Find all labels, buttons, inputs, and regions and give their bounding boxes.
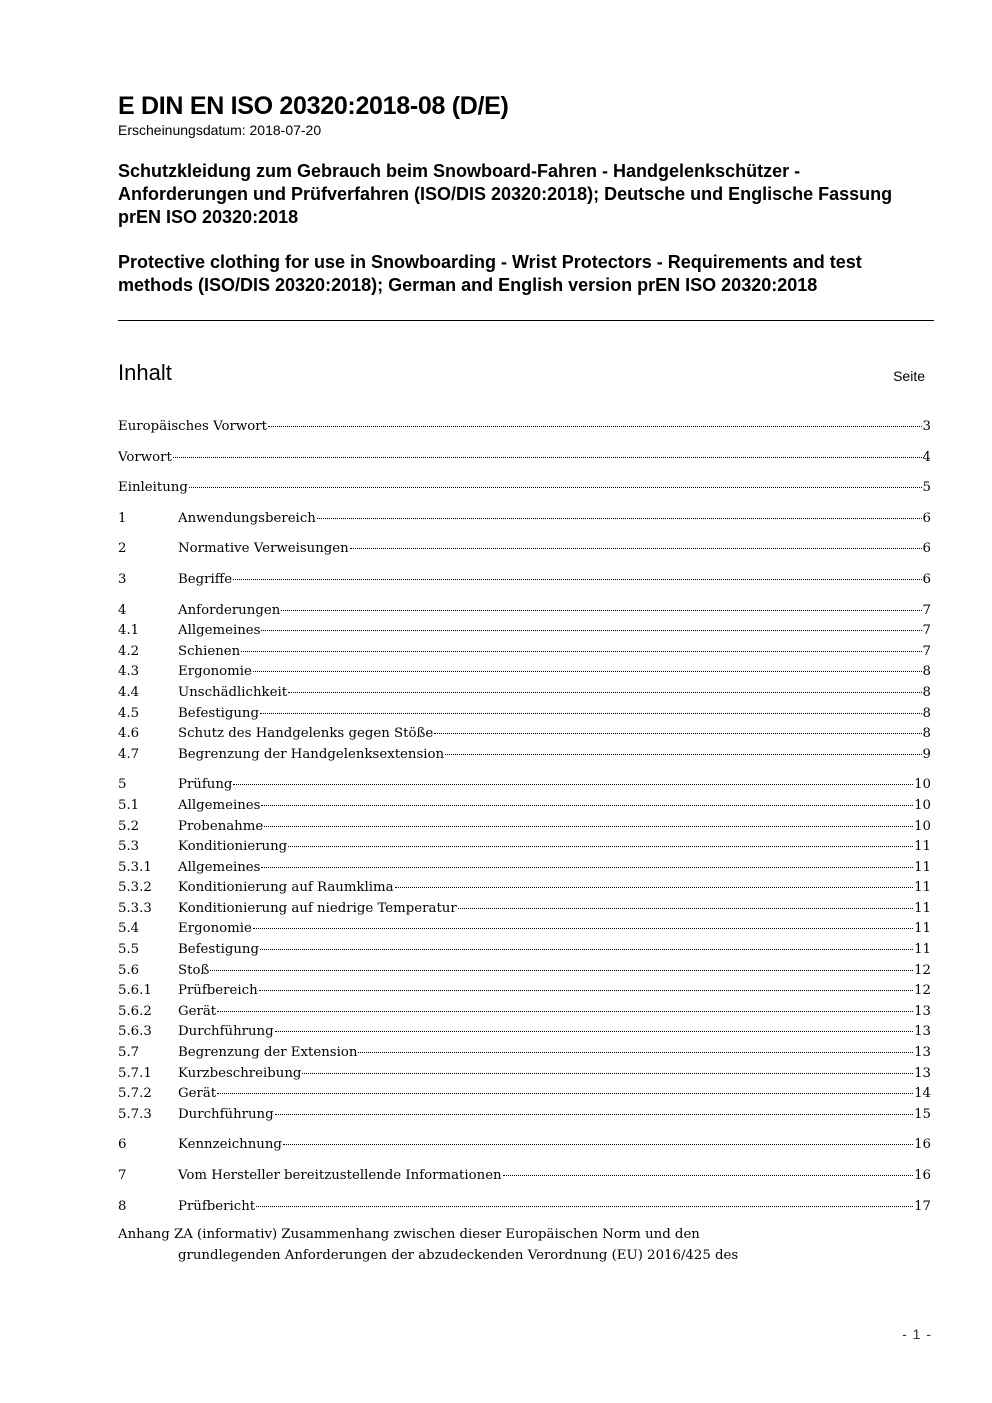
toc-dot-leader <box>434 733 921 734</box>
toc-entry-number: 5.4 <box>118 921 140 937</box>
toc-annex-entry[interactable] <box>118 1225 931 1266</box>
toc-dot-leader <box>233 784 913 785</box>
toc-entry-number: 8 <box>118 1198 127 1214</box>
document-id: E DIN EN ISO 20320:2018-08 (D/E) <box>118 92 509 120</box>
toc-entry-number: 5.3.2 <box>118 880 152 896</box>
toc-entry-label: Allgemeines <box>178 623 261 639</box>
toc-entry[interactable] <box>118 1002 931 1023</box>
toc-entry-number: 5.6.3 <box>118 1024 152 1040</box>
toc-entry-page: 10 <box>914 818 931 834</box>
toc-entry-label: Durchführung <box>178 1024 274 1040</box>
toc-entry-number: 4.7 <box>118 746 140 762</box>
toc-entry[interactable] <box>118 775 931 796</box>
toc-entry-label: Begrenzung der Handgelenksextension <box>178 746 445 762</box>
toc-entry[interactable] <box>118 919 931 940</box>
toc-entry-page: 8 <box>922 705 931 721</box>
toc-entry-page: 12 <box>914 962 931 978</box>
toc-entry-number: 5.7.3 <box>118 1106 152 1122</box>
annex-line-1: Anhang ZA (informativ) Zusammenhang zwischen dieser Europäischen Norm und den <box>118 1227 700 1242</box>
toc-dot-leader <box>288 692 921 693</box>
toc-entry-number: 5.7.1 <box>118 1065 152 1081</box>
toc-dot-leader <box>261 867 913 868</box>
toc-entry-number: 4.2 <box>118 643 140 659</box>
title-german: Schutzkleidung zum Gebrauch beim Snowboard-Fahren - Handgelenkschützer - Anforderungen und Prüfverfahren (ISO/DIS 20320:2018); Deutsche und Englische Fassung prEN ISO 20320:2018 <box>118 161 893 227</box>
toc-entry-label: Begrenzung der Extension <box>178 1045 358 1061</box>
toc-entry-page: 11 <box>914 859 931 875</box>
toc-entry-page: 7 <box>922 643 931 659</box>
toc-entry-page: 13 <box>914 1024 931 1040</box>
toc-entry-number: 4.4 <box>118 684 140 700</box>
toc-entry-number: 7 <box>118 1168 127 1183</box>
page-number: - 1 - <box>902 1326 932 1342</box>
toc-dot-leader <box>233 579 921 580</box>
publication-date: Erscheinungsdatum: 2018-07-20 <box>118 122 322 138</box>
toc-entry-label: Anwendungsbereich <box>178 510 316 526</box>
toc-dot-leader <box>210 970 913 971</box>
toc-entry-label: Befestigung <box>178 942 260 958</box>
toc-entry-label: Konditionierung auf Raumklima <box>178 880 394 896</box>
toc-dot-leader <box>350 548 922 549</box>
toc-entry-label: Anforderungen <box>178 602 281 618</box>
toc-entry-label: Vom Hersteller bereitzustellende Informationen <box>178 1168 502 1183</box>
toc-entry-label: Gerät <box>178 1003 217 1019</box>
toc-entry-page: 7 <box>922 623 931 639</box>
toc-entry-label: Kurzbeschreibung <box>178 1065 302 1081</box>
toc-dot-leader <box>445 754 921 755</box>
toc-entry-number: 5.2 <box>118 818 140 834</box>
toc-entry-page: 11 <box>914 839 931 855</box>
toc-entry-page: 11 <box>914 900 931 916</box>
toc-dot-leader <box>264 826 913 827</box>
toc-entry-page: 13 <box>914 1045 931 1061</box>
toc-entry-label: Kennzeichnung <box>178 1137 282 1153</box>
toc-entry-page: 3 <box>922 419 931 434</box>
toc-dot-leader <box>288 846 913 847</box>
toc-dot-leader <box>503 1175 913 1176</box>
toc-entry[interactable] <box>118 478 931 499</box>
toc-dot-leader <box>302 1073 913 1074</box>
toc-dot-leader <box>281 610 921 611</box>
toc-entry-label: Stoß <box>178 962 210 978</box>
toc-entry-page: 17 <box>914 1198 931 1214</box>
toc-entry-number: 4.5 <box>118 705 140 721</box>
toc-entry-page: 6 <box>922 571 931 587</box>
toc-entry-number: 4.6 <box>118 726 140 742</box>
toc-entry-number: 5.6 <box>118 962 140 978</box>
toc-entry-number: 2 <box>118 541 127 557</box>
toc-entry[interactable] <box>118 1084 931 1105</box>
toc-entry[interactable] <box>118 724 931 745</box>
title-english: Protective clothing for use in Snowboarding - Wrist Protectors - Requirements and test methods (ISO/DIS 20320:2018); German and English version prEN ISO 20320:2018 <box>118 252 862 295</box>
toc-entry[interactable] <box>118 940 931 961</box>
toc-entry-page: 4 <box>922 449 931 465</box>
toc-entry-label: Allgemeines <box>178 859 261 875</box>
toc-entry-number: 5.1 <box>118 797 140 813</box>
toc-entry[interactable] <box>118 817 931 838</box>
toc-dot-leader <box>458 908 913 909</box>
toc-dot-leader <box>275 1114 913 1115</box>
toc-entry[interactable] <box>118 662 931 683</box>
toc-entry-number: 5.6.2 <box>118 1003 152 1019</box>
toc-page-column-label: Seite <box>893 368 925 384</box>
toc-entry[interactable] <box>118 878 931 899</box>
toc-entry-label: Ergonomie <box>178 664 252 680</box>
toc-entry[interactable] <box>118 704 931 725</box>
toc-entry[interactable] <box>118 417 931 438</box>
toc-dot-leader <box>260 949 913 950</box>
toc-entry-label: Allgemeines <box>178 797 261 813</box>
toc-entry-label: Vorwort <box>118 449 172 465</box>
toc-entry-number: 5.5 <box>118 942 140 958</box>
toc-entry-number: 5.3.1 <box>118 859 152 875</box>
toc-entry[interactable] <box>118 1022 931 1043</box>
toc-dot-leader <box>317 518 922 519</box>
toc-entry[interactable] <box>118 601 931 622</box>
toc-dot-leader <box>256 1206 913 1207</box>
toc-entry-page: 12 <box>914 983 931 999</box>
toc-entry-label: Unschädlichkeit <box>178 684 288 700</box>
toc-entry-number: 5.7 <box>118 1045 140 1061</box>
annex-line-2: grundlegenden Anforderungen der abzudeckenden Verordnung (EU) 2016/425 des <box>178 1247 739 1263</box>
toc-entry-label: Gerät <box>178 1086 217 1102</box>
toc-entry[interactable] <box>118 539 931 560</box>
toc-entry-page: 6 <box>922 510 931 526</box>
table-of-contents <box>118 417 931 1217</box>
toc-entry[interactable] <box>118 509 931 530</box>
toc-entry-page: 13 <box>914 1003 931 1019</box>
toc-entry[interactable] <box>118 570 931 591</box>
toc-entry-page: 7 <box>922 602 931 618</box>
toc-entry-label: Begriffe <box>178 571 233 587</box>
toc-dot-leader <box>189 487 922 488</box>
toc-entry[interactable] <box>118 745 931 766</box>
toc-dot-leader <box>253 671 922 672</box>
toc-entry-label: Ergonomie <box>178 921 252 937</box>
toc-entry-page: 6 <box>922 541 931 557</box>
toc-entry-number: 4.1 <box>118 623 140 639</box>
toc-dot-leader <box>259 990 913 991</box>
toc-entry[interactable] <box>118 1135 931 1156</box>
toc-dot-leader <box>268 426 922 427</box>
toc-entry-label: Prüfbereich <box>178 983 258 999</box>
toc-entry-page: 14 <box>914 1086 931 1102</box>
toc-entry[interactable] <box>118 961 931 982</box>
toc-entry-label: Konditionierung <box>178 839 288 855</box>
toc-entry-page: 13 <box>914 1065 931 1081</box>
toc-entry-page: 8 <box>922 726 931 742</box>
toc-entry-label: Normative Verweisungen <box>178 541 349 557</box>
toc-dot-leader <box>283 1144 913 1145</box>
toc-dot-leader <box>241 651 921 652</box>
toc-dot-leader <box>260 713 922 714</box>
toc-entry-label: Befestigung <box>178 705 260 721</box>
toc-entry-page: 15 <box>914 1106 931 1122</box>
toc-entry-page: 8 <box>922 664 931 680</box>
toc-entry-label: Konditionierung auf niedrige Temperatur <box>178 900 457 916</box>
toc-entry-page: 16 <box>914 1137 931 1153</box>
toc-entry[interactable] <box>118 642 931 663</box>
toc-entry[interactable] <box>118 837 931 858</box>
toc-entry-label: Prüfbericht <box>178 1198 256 1214</box>
toc-entry-number: 5.7.2 <box>118 1086 152 1102</box>
toc-dot-leader <box>395 887 914 888</box>
toc-entry-label: Einleitung <box>118 480 188 496</box>
toc-entry[interactable] <box>118 858 931 879</box>
toc-entry-number: 6 <box>118 1137 127 1153</box>
toc-entry-number: 1 <box>118 510 127 526</box>
toc-entry[interactable] <box>118 981 931 1002</box>
toc-dot-leader <box>253 928 913 929</box>
toc-entry-number: 5.6.1 <box>118 983 152 999</box>
toc-entry[interactable] <box>118 899 931 920</box>
toc-dot-leader <box>217 1011 913 1012</box>
toc-entry-page: 16 <box>914 1168 931 1183</box>
toc-entry-page: 8 <box>922 684 931 700</box>
toc-entry-number: 3 <box>118 571 127 587</box>
toc-entry-label: Europäisches Vorwort <box>118 419 267 434</box>
toc-entry-page: 11 <box>914 880 931 896</box>
toc-entry-number: 5.3.3 <box>118 900 152 916</box>
toc-entry-label: Prüfung <box>178 777 233 793</box>
toc-heading: Inhalt <box>118 360 172 385</box>
toc-entry-page: 11 <box>914 942 931 958</box>
toc-entry[interactable] <box>118 1197 931 1218</box>
toc-dot-leader <box>261 805 913 806</box>
toc-entry-label: Probenahme <box>178 818 264 834</box>
toc-dot-leader <box>261 630 921 631</box>
toc-entry-page: 10 <box>914 777 931 793</box>
toc-entry-label: Schienen <box>178 643 241 659</box>
toc-entry-page: 11 <box>914 921 931 937</box>
toc-entry-number: 5.3 <box>118 839 140 855</box>
toc-entry[interactable] <box>118 1105 931 1126</box>
toc-entry[interactable] <box>118 683 931 704</box>
toc-entry[interactable] <box>118 621 931 642</box>
toc-entry-page: 10 <box>914 797 931 813</box>
toc-entry[interactable] <box>118 1166 931 1187</box>
toc-entry-number: 4 <box>118 602 127 618</box>
toc-entry-page: 5 <box>922 480 931 496</box>
toc-entry[interactable] <box>118 796 931 817</box>
toc-entry-label: Durchführung <box>178 1106 274 1122</box>
title-divider <box>118 320 934 321</box>
toc-entry-label: Schutz des Handgelenks gegen Stöße <box>178 726 434 742</box>
toc-entry-number: 5 <box>118 777 127 793</box>
toc-entry-page: 9 <box>922 746 931 762</box>
toc-entry[interactable] <box>118 448 931 469</box>
toc-dot-leader <box>173 457 922 458</box>
toc-dot-leader <box>275 1031 913 1032</box>
toc-entry-number: 4.3 <box>118 664 140 680</box>
toc-dot-leader <box>217 1093 913 1094</box>
toc-dot-leader <box>358 1052 913 1053</box>
toc-entry[interactable] <box>118 1064 931 1085</box>
toc-entry[interactable] <box>118 1043 931 1064</box>
